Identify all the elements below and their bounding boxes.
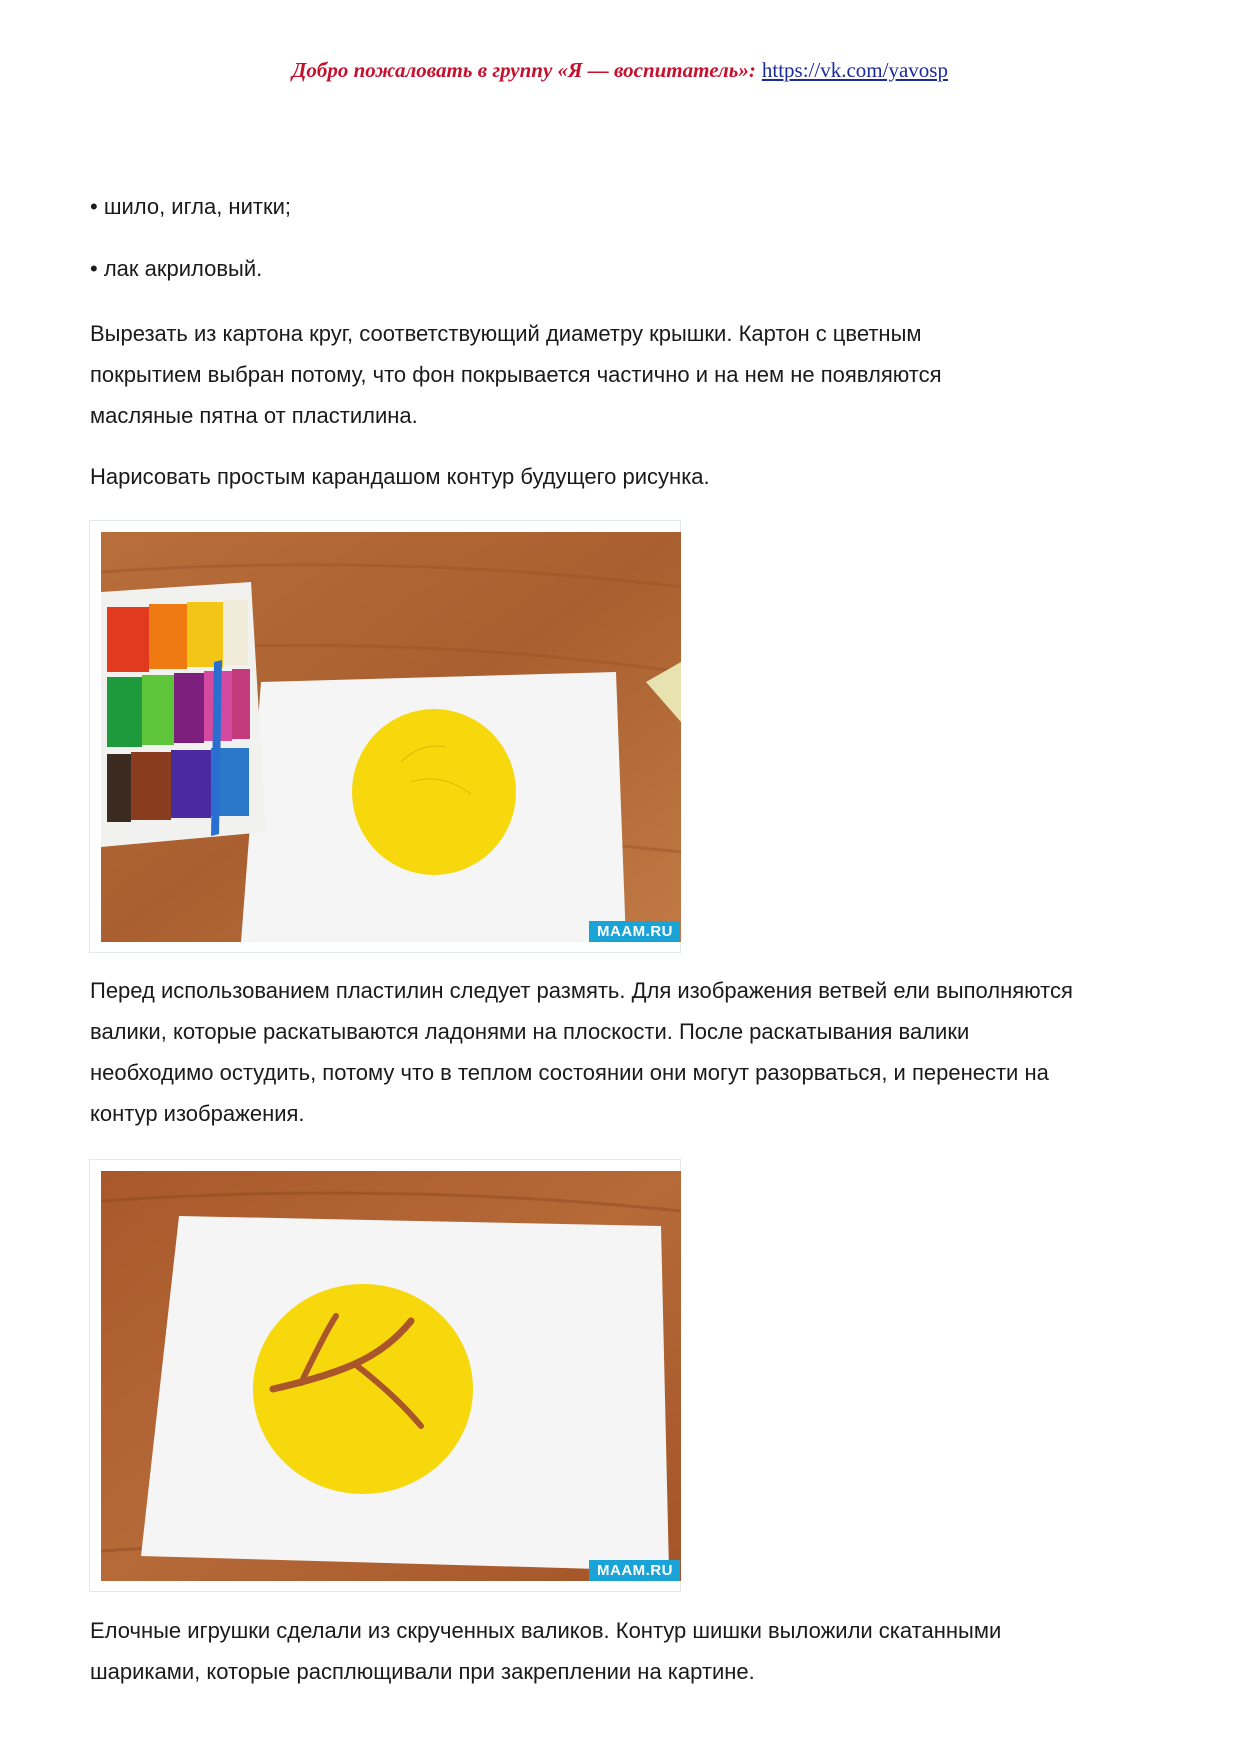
paragraph-cut-circle: Вырезать из картона круг, соответствующий диаметру крышки. Картон с цветным покрытием выбран потому, что фон покрывается частично и на нем не появляются масляные пятна от пластилина. (90, 321, 942, 428)
group-welcome-text: Добро пожаловать в группу «Я — воспитатель»: (292, 58, 756, 82)
paragraph-knead-plasticine: Перед использованием пластилин следует размять. Для изображения ветвей ели выполняются валики, которые раскатываются ладонями на плоскости. После раскатывания валики необходимо остудить, потому что в теплом состоянии они могут разорваться, и перенести на контур изображения. (90, 978, 1073, 1126)
watermark-maam: MAAM.RU (589, 921, 680, 942)
photo-plasticine-and-circle (89, 520, 681, 953)
list-item-varnish: • лак акриловый. (90, 256, 263, 281)
page-header (0, 58, 1240, 83)
group-link[interactable]: https://vk.com/yavosp (761, 58, 948, 82)
paragraph-draw-outline: Нарисовать простым карандашом контур будущего рисунка. (90, 464, 710, 489)
list-item-awl: • шило, игла, нитки; (90, 194, 291, 219)
watermark-maam: MAAM.RU (589, 1560, 680, 1581)
paragraph-toys-cone: Елочные игрушки сделали из скрученных валиков. Контур шишки выложили скатанными шариками, которые расплющивали при закреплении на картине. (90, 1618, 1002, 1684)
photo-branch-on-circle (89, 1159, 681, 1592)
photo-plasticine-image (101, 532, 681, 942)
photo-branch-image (101, 1171, 681, 1581)
